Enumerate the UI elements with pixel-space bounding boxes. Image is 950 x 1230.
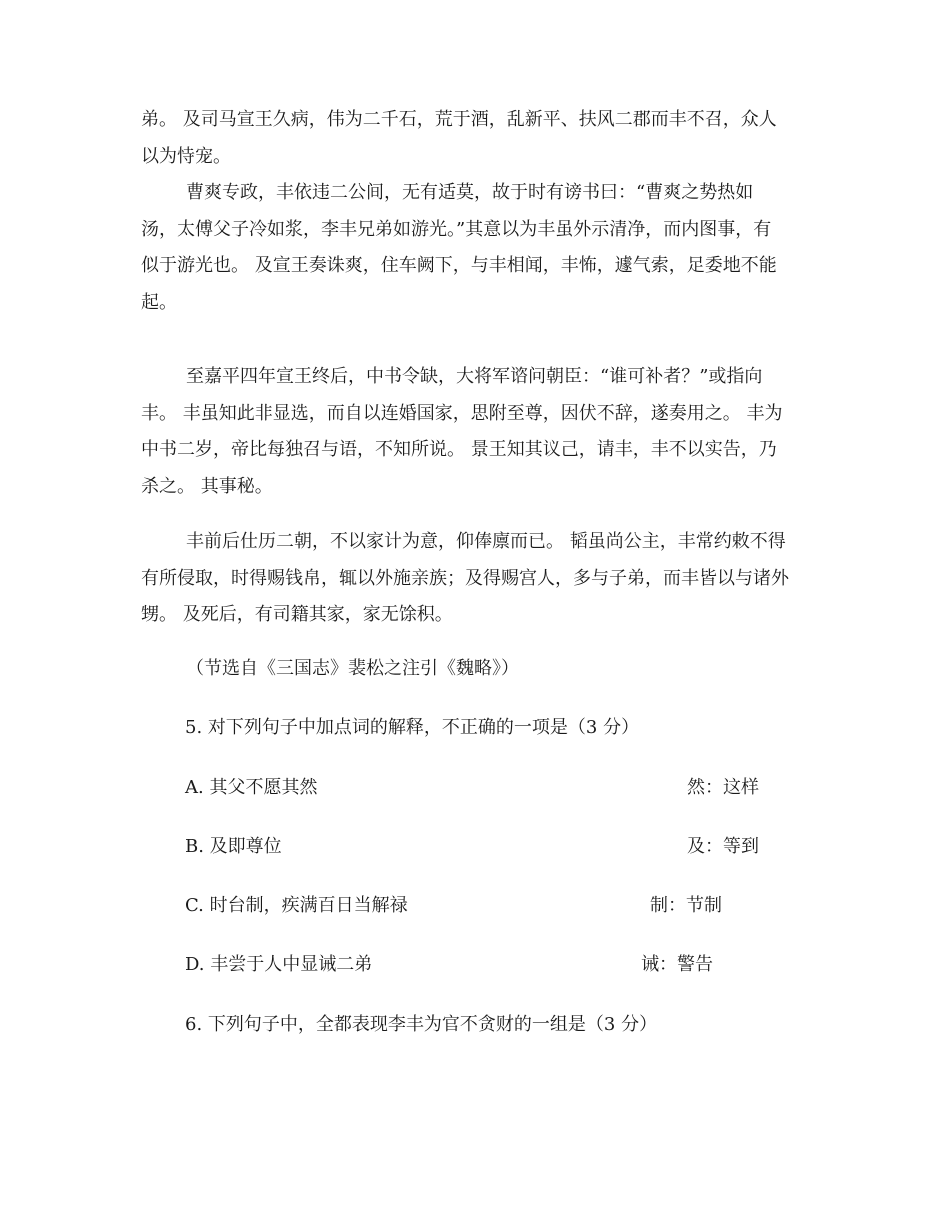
question-5-option-b-gloss: 及：等到 [687,836,759,857]
question-5-option-a-gloss: 然：这样 [687,777,759,798]
text-line: 弟。 及司马宣王久病，伟为二千石，荒于酒，乱新平、扶风二郡而丰不召，众人 [141,109,777,130]
passage-paragraph-2 [141,359,816,505]
text-line: 有所侵取，时得赐钱帛，辄以外施亲族；及得赐宫人，多与子弟，而丰皆以与诸外 [141,567,789,589]
question-5-option-d-gloss: 诫：警告 [641,954,713,975]
passage-paragraph-0 [141,102,816,175]
text-line: 似于游光也。 及宣王奏诛爽，住车阙下，与丰相闻，丰怖，遽气索，足委地不能 [141,255,777,276]
question-5-option-c: C. 时台制，疾满百日当解禄 [185,895,408,916]
text-line: 曹爽专政，丰依违二公间，无有适莫，故于时有谤书曰：“曹爽之势热如 [186,182,754,203]
text-line: 汤，太傅父子冷如浆，李丰兄弟如游光。”其意以为丰虽外示清净，而内图事，有 [141,218,772,240]
text-line: 中书二岁，帝比每独召与语，不知所说。 景王知其议己，请丰，丰不以实告，乃 [141,439,777,460]
text-line: 至嘉平四年宣王终后，中书令缺，大将军谘问朝臣：“谁可补者？”或指向 [186,366,763,387]
question-5-stem: 5. 对下列句子中加点词的解释，不正确的一项是（3 分） [185,717,640,738]
text-line: 杀之。 其事秘。 [141,475,273,497]
question-6-stem: 6. 下列句子中，全都表现李丰为官不贪财的一组是（3 分） [185,1014,658,1035]
question-5-option-b: B. 及即尊位 [185,836,282,857]
text-line: 以为恃宠。 [141,145,231,167]
text-line: 起。 [141,291,177,313]
text-line: 甥。 及死后，有司籍其家，家无馀积。 [141,604,453,625]
text-line: 丰。 丰虽知此非显选，而自以连婚国家，思附至尊，因伏不辞，遂奏用之。 丰为 [141,402,783,424]
passage-paragraph-1 [141,175,816,321]
question-5-option-a: A. 其父不愿其然 [185,777,318,798]
passage-paragraph-3 [141,524,816,634]
passage-source: （节选自《三国志》裴松之注引《魏略》） [186,658,519,679]
question-5-option-d: D. 丰尝于人中显诫二弟 [185,954,373,975]
text-line: 丰前后仕历二朝，不以家计为意，仰俸廪而已。 韬虽尚公主，丰常约敕不得 [186,531,786,552]
question-5-option-c-gloss: 制：节制 [650,895,722,916]
